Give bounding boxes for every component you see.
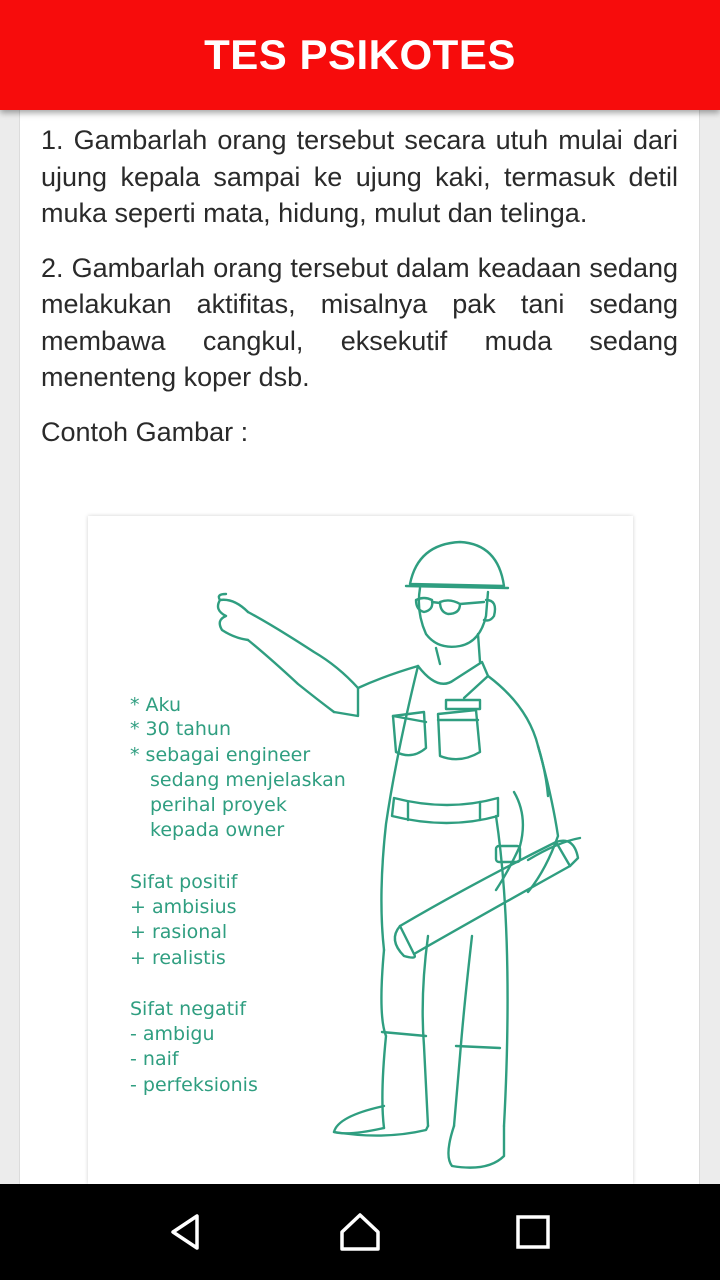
negative-trait: - naif [130,1048,179,1070]
instruction-paragraph-2: 2. Gambarlah orang tersebut dalam keadaan sedang melakukan aktifitas, misalnya pak tani sedang membawa cangkul, eksekutif muda sedang menenteng koper dsb. [41,252,678,392]
back-icon [167,1212,207,1252]
instruction-text [20,110,699,450]
system-navigation-bar [0,1184,720,1280]
home-button[interactable] [330,1202,390,1262]
negative-trait: - ambigu [130,1023,215,1045]
negative-trait: - perfeksionis [130,1074,258,1096]
app-bar [0,0,720,110]
profile-line: perihal proyek [150,794,287,816]
positive-title: Sifat positif [130,871,238,893]
app-title: TES PSIKOTES [204,31,516,78]
engineer-sketch [88,516,633,1184]
instruction-paragraph-1: 1. Gambarlah orang tersebut secara utuh mulai dari ujung kepala sampai ke ujung kaki, termasuk detil muka seperti mata, hidung, mulut dan telinga. [41,125,678,228]
recents-icon [513,1212,553,1252]
positive-trait: + realistis [130,947,226,969]
negative-title: Sifat negatif [130,998,247,1020]
profile-line: * 30 tahun [130,718,231,740]
content-card[interactable] [19,110,700,1184]
profile-line: sedang menjelaskan [150,769,346,791]
example-label: Contoh Gambar : [41,416,249,447]
profile-line: * sebagai engineer [130,744,311,766]
profile-line: * Aku [130,694,182,716]
recents-button[interactable] [503,1202,563,1262]
home-icon [338,1210,382,1254]
positive-trait: + rasional [130,921,228,943]
example-drawing [88,516,633,1184]
sketch-annotations [130,694,346,1096]
positive-trait: + ambisius [130,896,237,918]
profile-line: kepada owner [150,819,285,841]
back-button[interactable] [157,1202,217,1262]
